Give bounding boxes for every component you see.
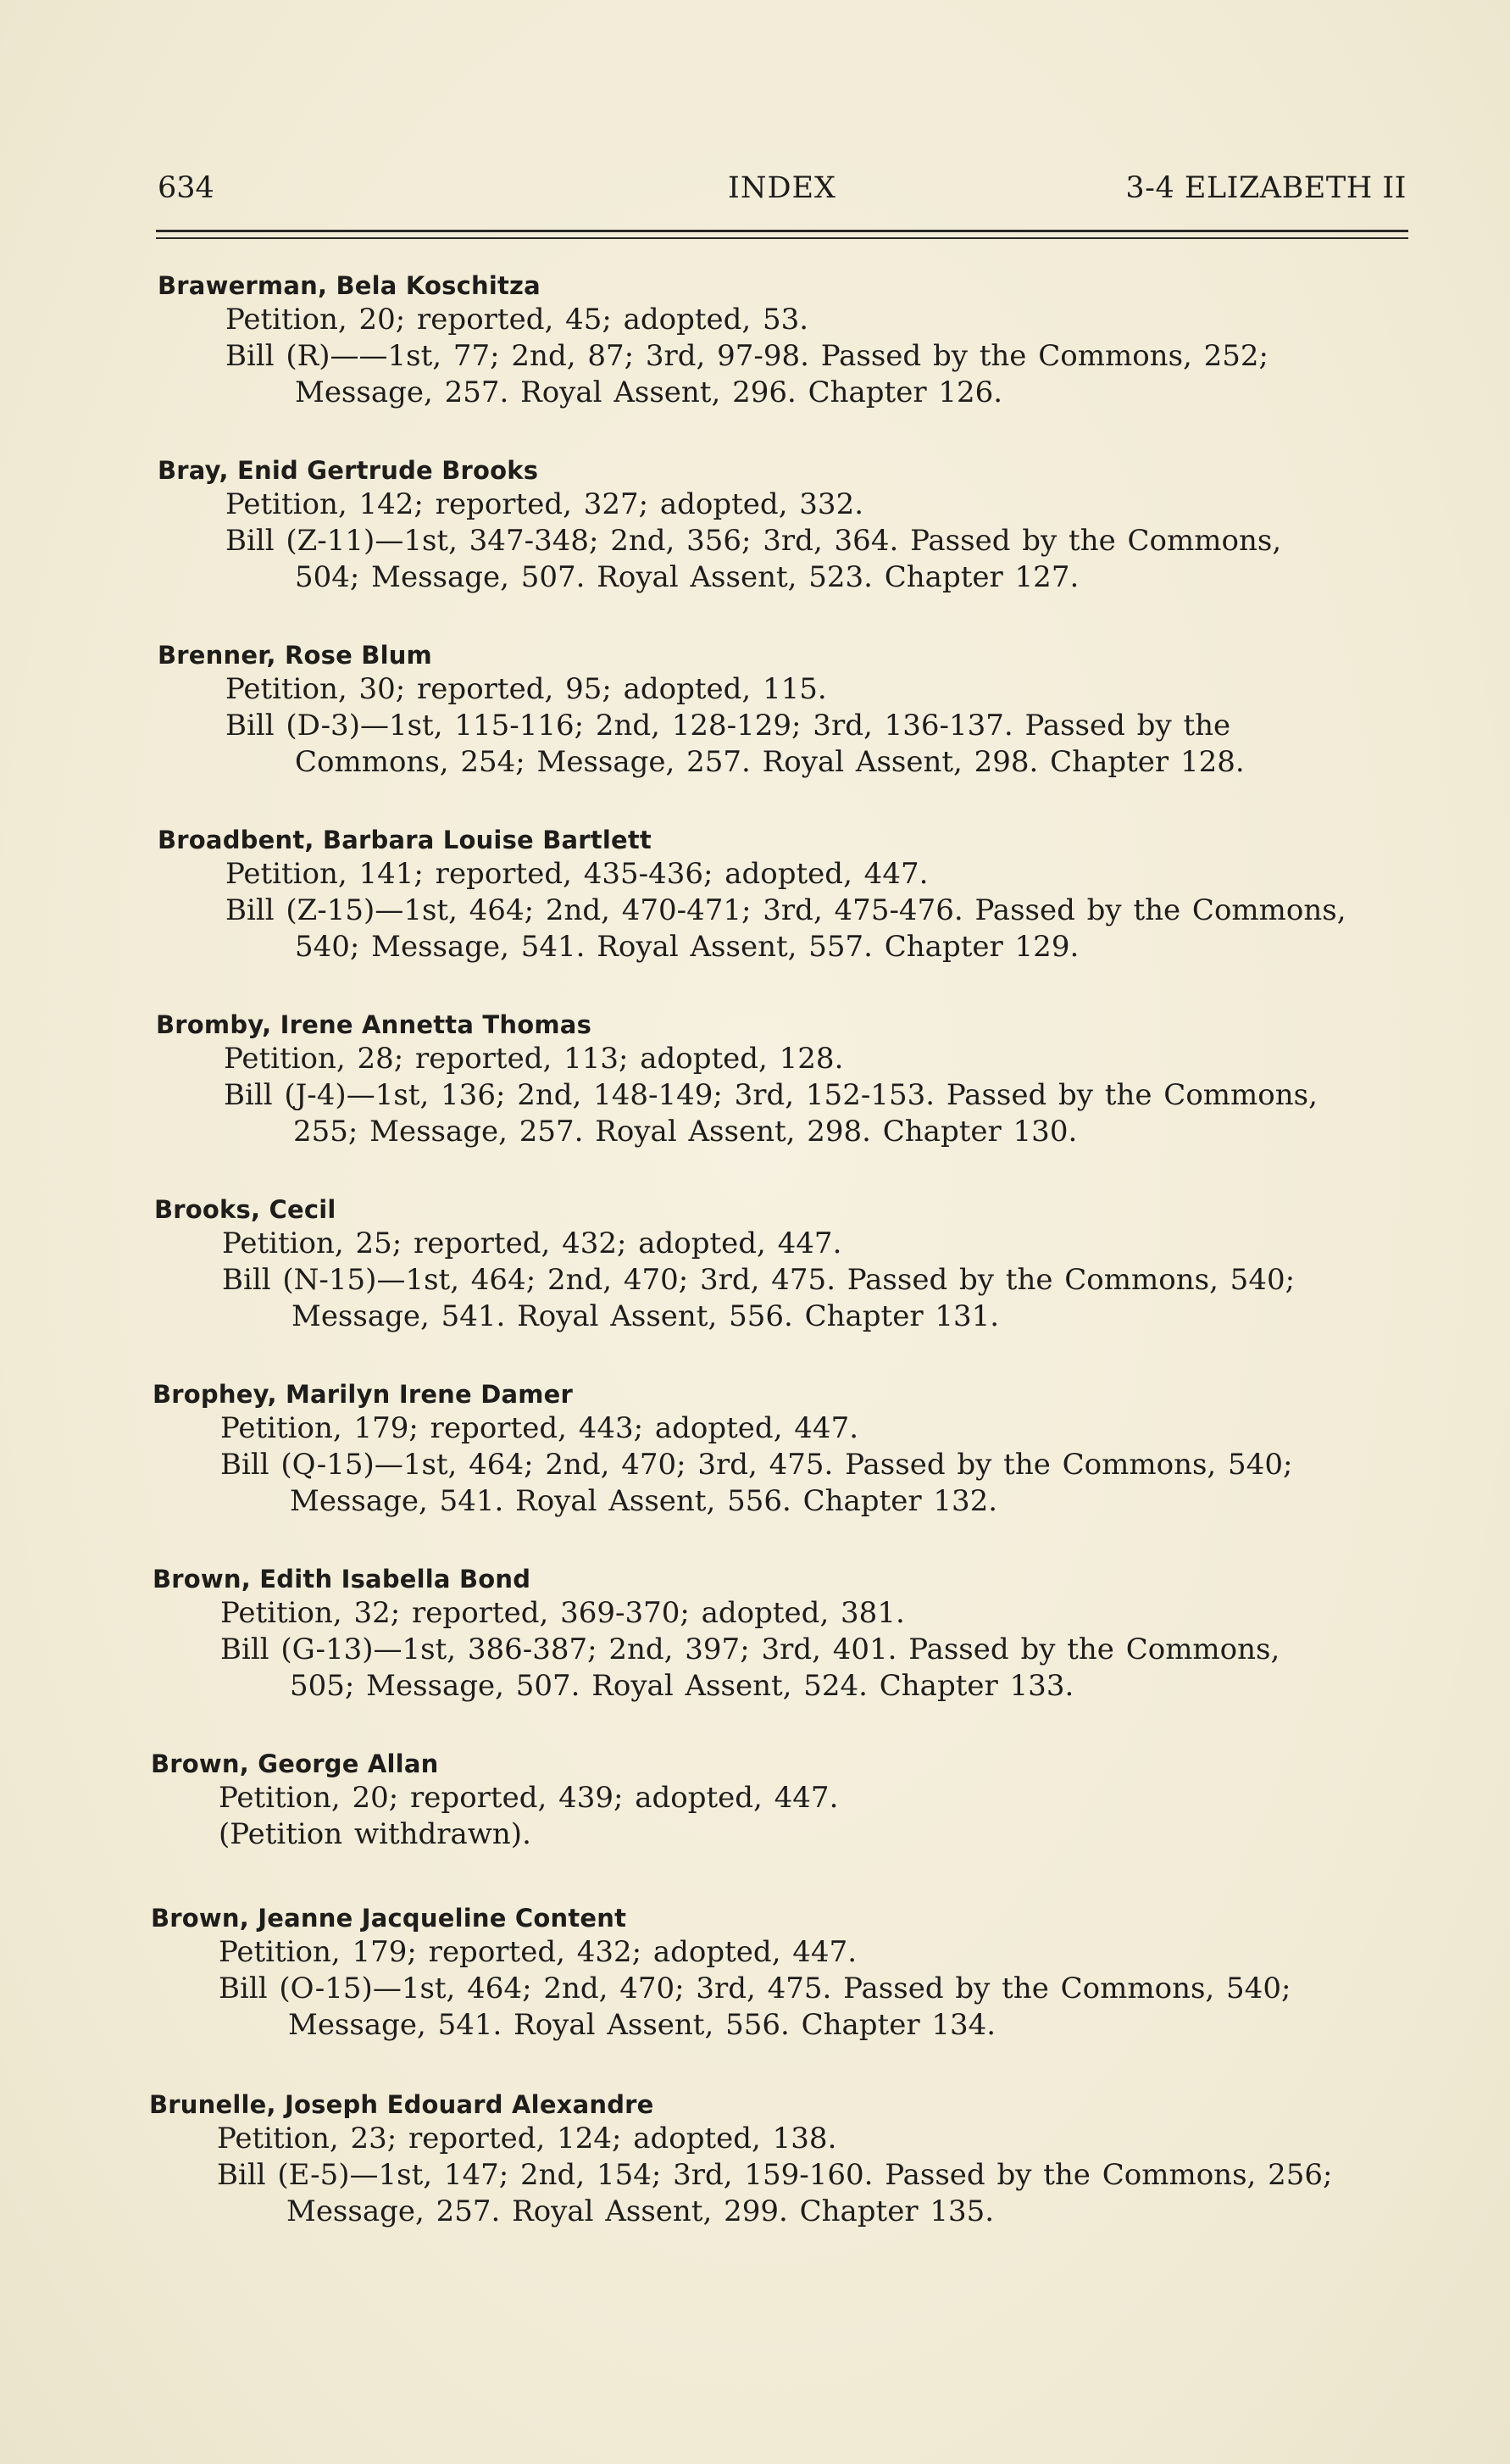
entry-bill-continued: 504; Message, 507. Royal Assent, 523. Chapter 127. [295,560,1080,594]
entry-bill-text: Bill (R)——1st, 77; 2nd, 87; 3rd, 97-98. Passed by the Commons, 252; [225,339,1269,373]
entry-name: Brenner, Rose Blum [158,641,432,670]
entry-petition: Petition, 32; reported, 369-370; adopted, 381. [220,1596,905,1630]
session-label: 3-4 ELIZABETH II [1125,171,1407,205]
entry-petition: Petition, 20; reported, 45; adopted, 53. [225,303,809,337]
entry-petition: Petition, 142; reported, 327; adopted, 332. [225,487,864,521]
index-entry [154,1193,1408,1335]
header-rule-bottom [156,237,1408,239]
entry-bill: Bill (E-5)—1st, 147; 2nd, 154; 3rd, 159-160. Passed by the Commons, 256; [217,2158,1333,2192]
entry-petition: Petition, 23; reported, 124; adopted, 138. [217,2122,837,2155]
entry-bill: Bill (J-4)—1st, 136; 2nd, 148-149; 3rd, 152-153. Passed by the Commons, [224,1078,1318,1112]
index-entry [158,639,1412,781]
entry-name: Brown, Jeanne Jacqueline Content [151,1904,627,1933]
entry-bill: Bill (N-15)—1st, 464; 2nd, 470; 3rd, 475. Passed by the Commons, 540; [222,1263,1296,1297]
entry-name: Broadbent, Barbara Louise Bartlett [158,826,652,854]
index-entry [153,1378,1407,1520]
entry-name: Brown, George Allan [151,1749,439,1778]
index-entry [151,1902,1405,2044]
entry-petition: Petition, 179; reported, 432; adopted, 447. [219,1935,858,1969]
entry-bill [158,338,1412,375]
entry-petition: Petition, 28; reported, 113; adopted, 128. [224,1042,844,1076]
entry-bill: Bill (Q-15)—1st, 464; 2nd, 470; 3rd, 475. Passed by the Commons, 540; [220,1448,1293,1482]
entry-bill-continued: 505; Message, 507. Royal Assent, 524. Chapter 133. [290,1669,1074,1703]
entry-bill-continued: Message, 541. Royal Assent, 556. Chapter 132. [290,1484,998,1518]
page-number: 634 [158,171,214,205]
entry-bill: Bill (Z-15)—1st, 464; 2nd, 470-471; 3rd, 475-476. Passed by the Commons, [225,893,1346,927]
entry-petition: Petition, 179; reported, 443; adopted, 447. [220,1411,859,1445]
index-entry [151,1748,1405,1853]
entry-bill-continued: Message, 541. Royal Assent, 556. Chapter 134. [288,2008,996,2042]
page-header [158,171,1407,214]
entry-petition: Petition, 20; reported, 439; adopted, 447. [219,1781,839,1815]
entry-bill: Bill (G-13)—1st, 386-387; 2nd, 397; 3rd, 401. Passed by the Commons, [220,1632,1280,1666]
entry-name: Brawerman, Bela Koschitza [158,271,541,300]
entry-name: Bray, Enid Gertrude Brooks [158,456,539,485]
entry-name: Bromby, Irene Annetta Thomas [156,1010,592,1039]
header-rule-top [156,230,1408,232]
entry-bill: Bill (O-15)—1st, 464; 2nd, 470; 3rd, 475. Passed by the Commons, 540; [219,1972,1291,2005]
entry-name: Brooks, Cecil [154,1195,336,1224]
entry-name: Brophey, Marilyn Irene Damer [153,1380,574,1409]
index-entry [158,824,1412,965]
entry-bill-continued: Commons, 254; Message, 257. Royal Assent, 298. Chapter 128. [295,745,1245,779]
entry-bill-continued: Message, 541. Royal Assent, 556. Chapter 131. [291,1299,1000,1333]
entry-bill-continued: 540; Message, 541. Royal Assent, 557. Chapter 129. [295,930,1080,964]
entry-bill-continued: Message, 257. Royal Assent, 299. Chapter 135. [286,2194,995,2228]
entry-bill-continued: 255; Message, 257. Royal Assent, 298. Chapter 130. [293,1115,1078,1149]
entry-name: Brunelle, Joseph Edouard Alexandre [149,2090,654,2119]
entry-bill: Bill (Z-11)—1st, 347-348; 2nd, 356; 3rd, 364. Passed by the Commons, [225,524,1282,558]
index-entry [158,270,1412,411]
entry-petition: Petition, 141; reported, 435-436; adopted, 447. [225,857,929,891]
entry-petition-note: (Petition withdrawn). [219,1817,531,1851]
entry-bill: Bill (D-3)—1st, 115-116; 2nd, 128-129; 3rd, 136-137. Passed by the [225,709,1231,743]
entry-petition: Petition, 30; reported, 95; adopted, 115. [225,672,827,706]
page-title: INDEX [728,171,836,205]
entry-bill-continued: Message, 257. Royal Assent, 296. Chapter 126. [295,375,1003,409]
index-entry [149,2089,1403,2230]
entry-petition: Petition, 25; reported, 432; adopted, 447. [222,1226,842,1260]
index-entry [158,454,1412,596]
index-entry [153,1563,1407,1705]
entry-name: Brown, Edith Isabella Bond [153,1565,531,1594]
index-entry [156,1009,1410,1150]
